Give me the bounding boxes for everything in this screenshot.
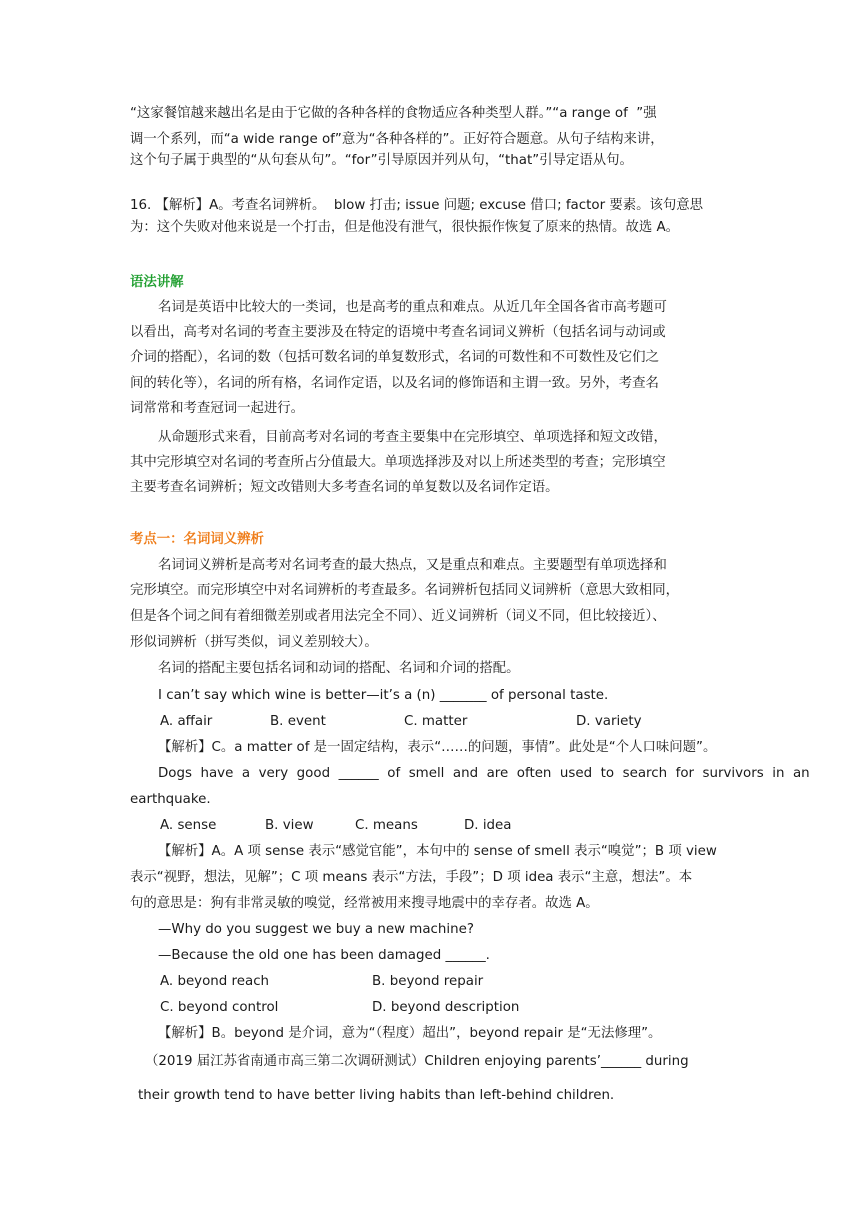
section-heading: 语法讲解 <box>130 275 184 290</box>
answer-text: 表示“视野，想法，见解”；C 项 means 表示“方法，手段”；D 项 idea 表示“主意，想法”。本 <box>130 870 693 885</box>
text-line: 但是各个词之间有着细微差别或者用法完全不同）、近义词辨析（词义不同，但比较接近）、 <box>130 609 666 624</box>
answer-text: 【解析】C。a matter of 是一固定结构，表示“……的问题，事情”。此处是“个人口味问题”。 <box>158 740 717 755</box>
option: A. sense <box>160 818 217 833</box>
option: B. event <box>270 714 326 729</box>
text-line: 间的转化等），名词的所有格，名词作定语，以及名词的修饰语和主谓一致。另外，考查名 <box>130 376 659 391</box>
option: D. variety <box>576 714 642 729</box>
question-text: （2019 届江苏省南通市高三第二次调研测试）Children enjoying parents’______ during <box>145 1054 689 1069</box>
text-line: 从命题形式来看，目前高考对名词的考查主要集中在完形填空、单项选择和短文改错， <box>158 430 667 445</box>
text-line: “这家餐馆越来越出名是由于它做的各种各样的食物适应各种类型人群。”“a range of ”强 <box>130 106 657 121</box>
text-line: 完形填空。而完形填空中对名词辨析的考查最多。名词辨析包括同义词辨析（意思大致相同， <box>130 583 680 598</box>
text-line: 16. 【解析】A。考查名词辨析。 blow 打击; issue 问题; excuse 借口; factor 要素。该句意思 <box>130 198 704 213</box>
text-line: 名词的搭配主要包括名词和动词的搭配、名词和介词的搭配。 <box>158 661 520 676</box>
question-text: —Why do you suggest we buy a new machine? <box>158 922 474 937</box>
option: C. means <box>355 818 418 833</box>
text-line: 为：这个失败对他来说是一个打击，但是他没有泄气，很快振作恢复了原来的热情。故选 A。 <box>130 220 680 235</box>
text-line: 形似词辨析（拼写类似，词义差别较大）。 <box>130 635 378 650</box>
answer-text: 【解析】B。beyond 是介词，意为“（程度）超出”，beyond repair 是“无法修理”。 <box>158 1026 662 1041</box>
text-line: 主要考查名词辨析；短文改错则大多考查名词的单复数以及名词作定语。 <box>130 480 559 495</box>
question-text: their growth tend to have better living habits than left-behind children. <box>138 1088 615 1103</box>
answer-text: 句的意思是：狗有非常灵敏的嗅觉，经常被用来搜寻地震中的幸存者。故选 A。 <box>130 896 599 911</box>
text-line: 以看出，高考对名词的考查主要涉及在特定的语境中考查名词词义辨析（包括名词与动词或 <box>130 325 666 340</box>
option: B. beyond repair <box>372 974 484 989</box>
section-heading: 考点一：名词词义辨析 <box>130 532 264 547</box>
text-line: 调一个系列，而“a wide range of”意为“各种各样的”。正好符合题意。从句子结构来讲， <box>130 132 664 147</box>
option: A. beyond reach <box>160 974 270 989</box>
option: C. matter <box>404 714 468 729</box>
question-text: I can’t say which wine is better—it’s a (n) _______ of personal taste. <box>158 688 609 703</box>
question-text: Dogs have a very good ______ of smell and are often used to search for survivors in an <box>158 766 810 781</box>
text-line: 其中完形填空对名词的考查所占分值最大。单项选择涉及对以上所述类型的考查；完形填空 <box>130 455 666 470</box>
option: B. view <box>265 818 314 833</box>
text-line: 名词词义辨析是高考对名词考查的最大热点，又是重点和难点。主要题型有单项选择和 <box>158 558 667 573</box>
text-line: 词常常和考查冠词一起进行。 <box>130 401 305 416</box>
question-text: earthquake. <box>130 792 211 807</box>
text-line: 名词是英语中比较大的一类词，也是高考的重点和难点。从近几年全国各省市高考题可 <box>158 300 667 315</box>
text-line: 介词的搭配），名词的数（包括可数名词的单复数形式，名词的可数性和不可数性及它们之 <box>130 350 659 365</box>
option: D. beyond description <box>372 1000 520 1015</box>
text-line: 这个句子属于典型的“从句套从句”。“for”引导原因并列从句，“that”引导定语从句。 <box>130 153 633 168</box>
question-text: —Because the old one has been damaged ______. <box>158 948 490 963</box>
option: A. affair <box>160 714 213 729</box>
option: C. beyond control <box>160 1000 279 1015</box>
option: D. idea <box>464 818 512 833</box>
answer-text: 【解析】A。A 项 sense 表示“感觉官能”，本句中的 sense of smell 表示“嗅觉”；B 项 view <box>158 844 717 859</box>
